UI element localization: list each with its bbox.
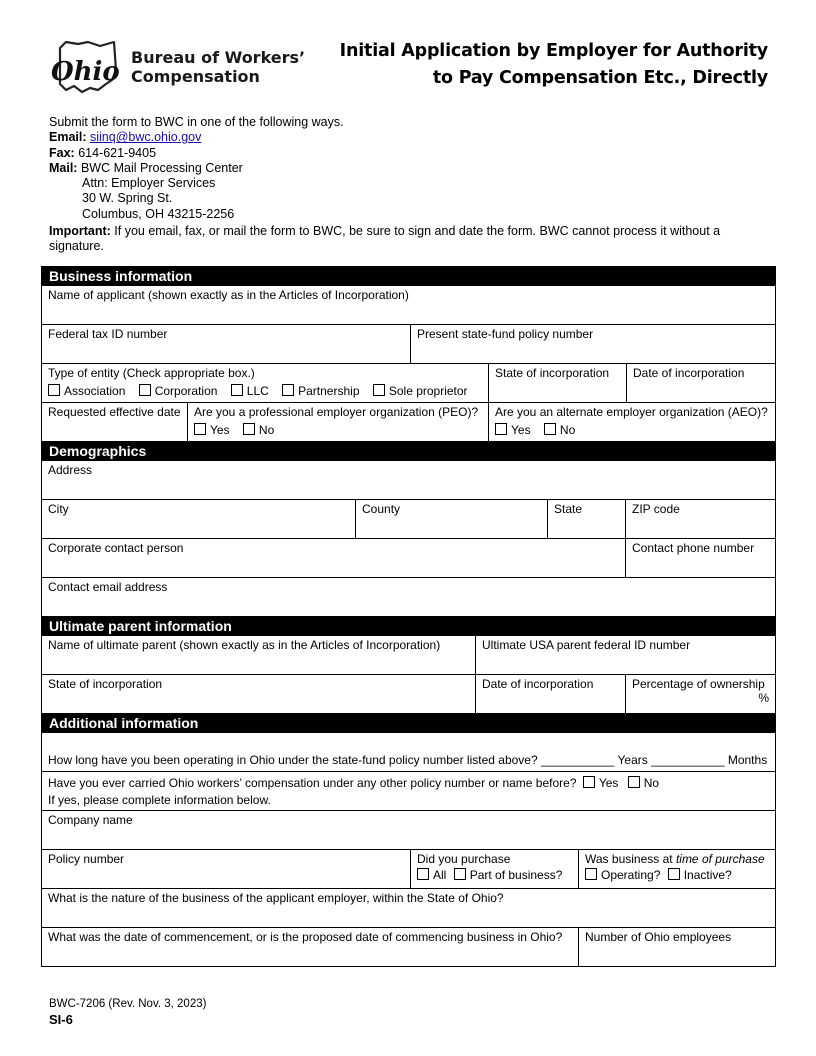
entity-options [48,384,482,399]
field-label: What was the date of commencement, or is the proposed date of commencing business in Ohio? [48,930,563,944]
form-title [340,38,768,92]
operating-duration-field[interactable] [42,733,775,771]
section-heading-business: Business information [42,267,775,286]
option-label: Part of business? [469,868,563,882]
ohio-employees-field[interactable] [578,928,775,966]
field-label: Date of incorporation [482,677,594,691]
submit-intro: Submit the form to BWC in one of the following ways. [49,115,344,129]
date-of-incorporation-field[interactable] [626,364,775,402]
field-label: Date of incorporation [633,366,745,380]
prior-policy-number-field[interactable] [42,850,410,888]
field-label: Did you purchase [417,852,511,866]
field-label: Percentage of ownership [632,677,765,691]
effective-date-field[interactable] [42,403,187,441]
field-label: Present state-fund policy number [417,327,594,341]
field-label: Was business at [585,852,676,866]
mail-line1: BWC Mail Processing Center [80,160,243,175]
mail-line2: Attn: Employer Services [82,176,216,191]
bureau-name [131,48,305,86]
business-status-field [578,850,775,888]
entity-association-checkbox[interactable] [48,384,60,396]
option-label: No [258,423,275,437]
field-label: Contact phone number [632,541,755,555]
parent-federal-id-field[interactable] [475,636,775,674]
option-label: Partnership [298,384,360,398]
field-label: State of incorporation [495,366,610,380]
if-yes-note: If yes, please complete information below. [48,793,271,807]
option-label: Yes [598,776,619,790]
ownership-percentage-field[interactable] [625,675,775,713]
option-label: Yes [210,423,230,437]
important-label: Important: [49,224,111,239]
email-link[interactable]: siinq@bwc.ohio.gov [90,130,202,145]
state-field[interactable] [547,500,625,538]
field-label: State [554,502,583,516]
option-label: Corporation [154,384,218,398]
aeo-yes-checkbox[interactable] [495,423,507,435]
section-heading-demographics: Demographics [42,442,775,461]
parent-name-field[interactable] [42,636,475,674]
fax-number: 614-621-9405 [78,145,157,160]
bureau-line1: Bureau of Workers’ [131,48,306,67]
county-field[interactable] [355,500,547,538]
field-label: Corporate contact person [48,541,184,555]
contact-person-field[interactable] [42,539,625,577]
section-heading-parent: Ultimate parent information [42,617,775,636]
footer [49,996,206,1029]
aeo-no-checkbox[interactable] [544,423,556,435]
peo-yes-checkbox[interactable] [194,423,206,435]
field-label: How long have you been operating in Ohio under the state-fund policy number listed above? ___________ Years ___________ Months [48,753,768,767]
inactive-checkbox[interactable] [668,868,680,880]
field-label: Are you a professional employer organization (PEO)? [194,405,479,419]
field-label: Address [48,463,93,477]
field-label: Number of Ohio employees [585,930,732,944]
ohio-state-outline-icon [48,40,128,96]
state-of-incorporation-field[interactable] [488,364,626,402]
ohio-logo [48,40,128,96]
option-label: Operating? [601,868,661,882]
mail-label: Mail: [49,160,78,175]
field-label: Requested effective date [48,405,181,419]
city-field[interactable] [42,500,355,538]
option-label: LLC [246,384,269,398]
entity-corporation-checkbox[interactable] [139,384,151,396]
important-text: If you email, fax, or mail the form to BWC, be sure to sign and date the form. BWC cannot process it without a signature. [49,224,721,254]
option-label: No [559,423,576,437]
field-label: Name of ultimate parent (shown exactly as in the Articles of Incorporation) [48,638,441,652]
company-name-field[interactable] [42,811,775,849]
mail-line4: Columbus, OH 43215-2256 [82,206,235,221]
field-label: State of incorporation [48,677,163,691]
percent-sign: % [758,691,769,705]
field-label: ZIP code [632,502,680,516]
policy-number-field[interactable] [410,325,775,363]
prior-coverage-yes-checkbox[interactable] [583,776,595,788]
entity-partnership-checkbox[interactable] [282,384,294,396]
title-line2: to Pay Compensation Etc., Directly [432,68,768,88]
form-code: SI-6 [49,1012,73,1027]
field-label: Policy number [48,852,125,866]
entity-type-field [42,364,488,402]
prior-coverage-no-checkbox[interactable] [628,776,640,788]
contact-phone-field[interactable] [625,539,775,577]
logo-wordmark: Ohio [51,57,120,87]
contact-email-field[interactable] [42,578,775,616]
operating-checkbox[interactable] [585,868,597,880]
bureau-line2: Compensation [131,67,260,86]
option-label: No [643,776,660,790]
option-label: All [433,868,447,882]
entity-sole-proprietor-checkbox[interactable] [373,384,385,396]
field-label: Name of applicant (shown exactly as in the Articles of Incorporation) [48,288,409,302]
field-label: Are you an alternate employer organization (AEO)? [495,405,768,419]
field-label: Type of entity (Check appropriate box.) [48,366,255,380]
purchase-part-checkbox[interactable] [454,868,466,880]
business-nature-field[interactable] [42,889,775,927]
prior-coverage-field [42,772,775,810]
option-label: Yes [511,423,531,437]
option-label: Inactive? [683,868,732,882]
application-form [41,266,776,967]
section-heading-additional: Additional information [42,714,775,733]
federal-tax-id-field[interactable] [42,325,410,363]
entity-llc-checkbox[interactable] [231,384,243,396]
address-field[interactable] [42,461,775,499]
title-line1: Initial Application by Employer for Authority [339,41,768,61]
field-label: Federal tax ID number [48,327,168,341]
aeo-field [488,403,775,441]
peo-no-checkbox[interactable] [243,423,255,435]
parent-date-field[interactable] [475,675,625,713]
fax-label: Fax: [49,145,75,160]
field-label: City [48,502,69,516]
email-label: Email: [49,130,87,145]
mail-line3: 30 W. Spring St. [82,191,173,206]
purchase-scope-field [410,850,578,888]
option-label: Association [64,384,126,398]
field-label: What is the nature of the business of the applicant employer, within the State of Ohio? [48,891,504,905]
purchase-all-checkbox[interactable] [417,868,429,880]
form-id: BWC-7206 (Rev. Nov. 3, 2023) [49,998,207,1010]
peo-field [187,403,488,441]
field-label: Have you ever carried Ohio workers’ compensation under any other policy number or name before? [48,776,577,790]
field-label: Company name [48,813,133,827]
commencement-date-field[interactable] [42,928,578,966]
option-label: Sole proprietor [388,384,468,398]
applicant-name-field[interactable] [42,286,775,324]
zip-code-field[interactable] [625,500,775,538]
field-label: Contact email address [48,580,168,594]
submission-info [49,115,774,255]
parent-state-field[interactable] [42,675,475,713]
field-label-italic: time of purchase [675,852,765,866]
field-label: County [362,502,401,516]
field-label: Ultimate USA parent federal ID number [482,638,691,652]
